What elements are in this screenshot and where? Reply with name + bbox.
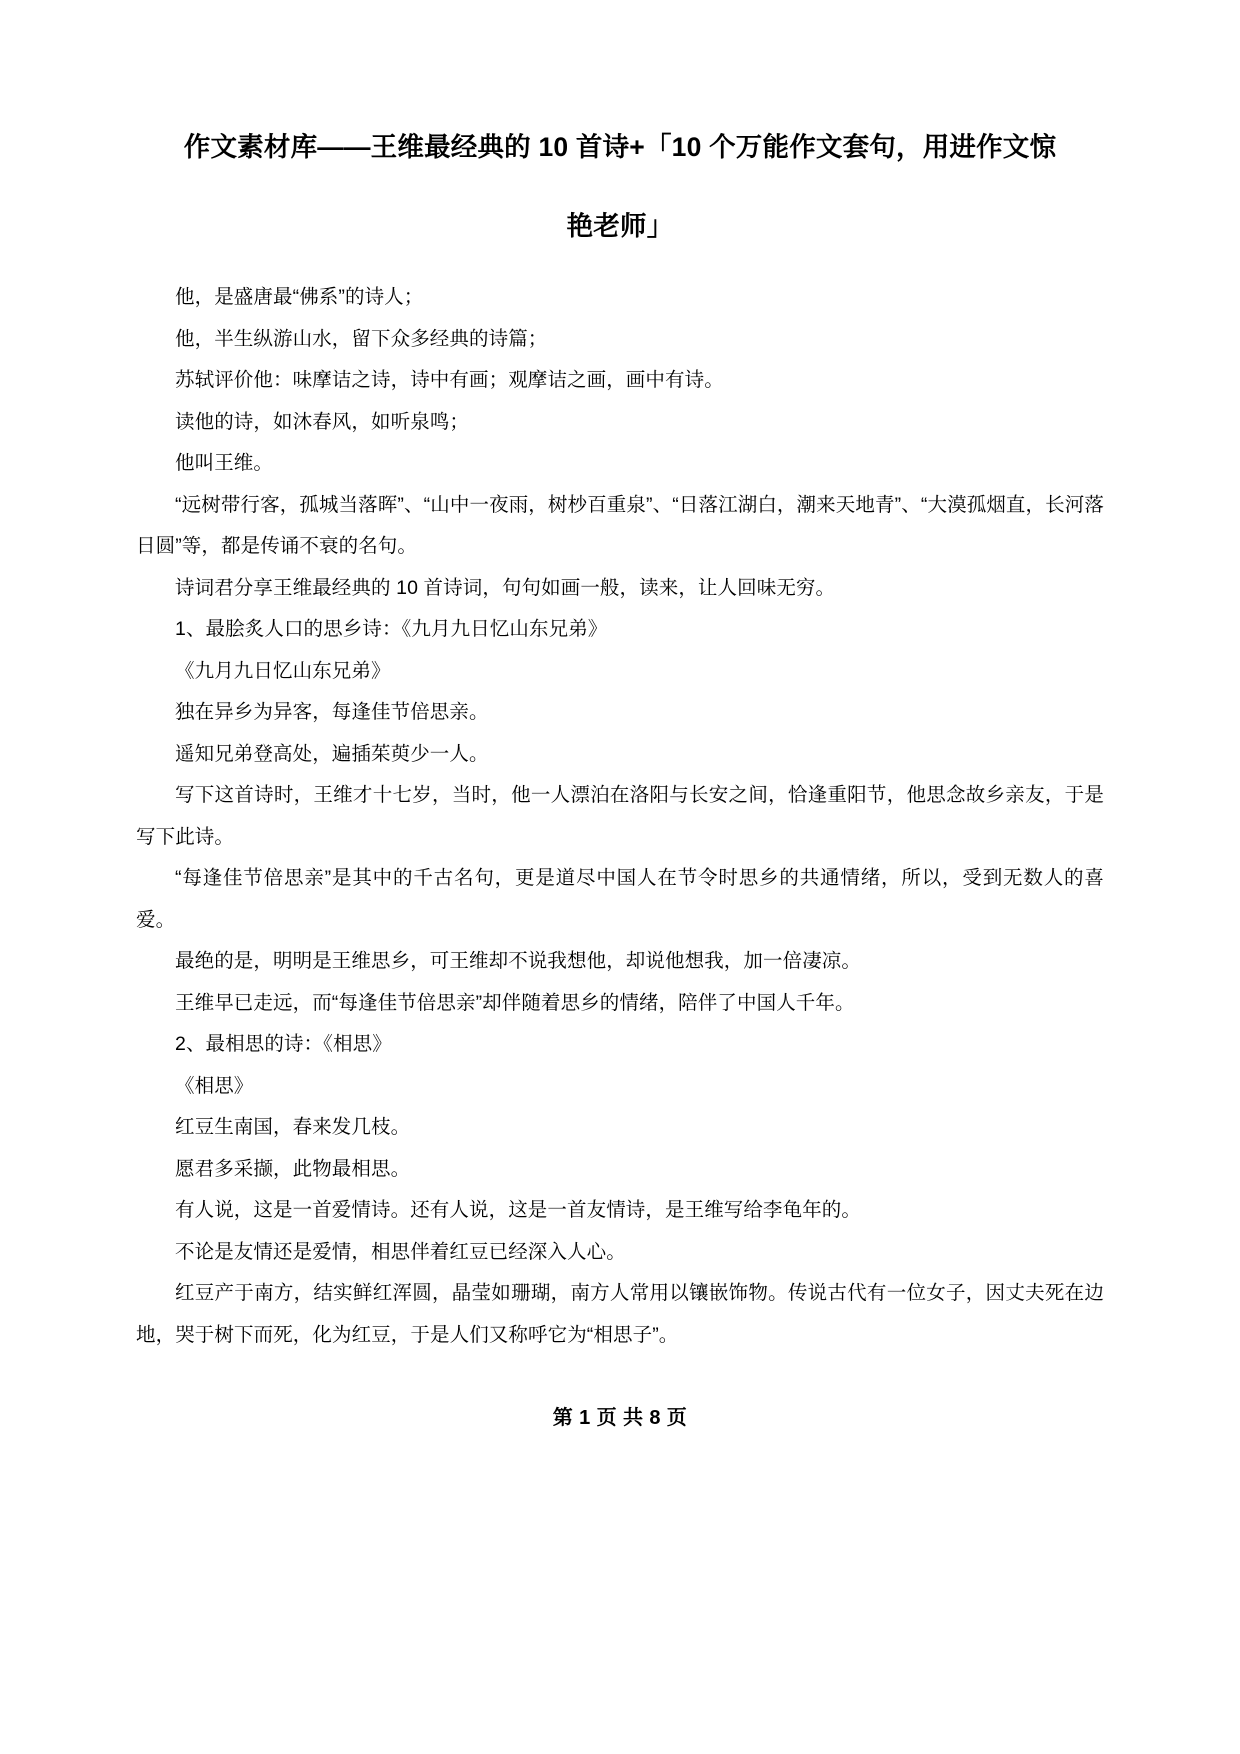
page-content: [136, 0, 1104, 1356]
poem-title: 《相思》: [175, 1074, 254, 1097]
paragraph: 红豆产于南方，结实鲜红浑圆，晶莹如珊瑚，南方人常用以镶嵌饰物。传说古代有一位女子，因丈夫死在边地，哭于树下而死，化为红豆，于是人们又称呼它为“相思子”。: [136, 1282, 1104, 1346]
page-title-line-1: 作文素材库——王维最经典的 10 首诗+「10 个万能作文套句，用进作文惊: [183, 132, 1057, 162]
paragraph: 他叫王维。: [175, 452, 274, 474]
paragraph: 苏轼评价他：味摩诘之诗，诗中有画；观摩诘之画，画中有诗。: [175, 369, 724, 391]
paragraph-heading-1: 1、最脍炙人口的思乡诗：《九月九日忆山东兄弟》: [175, 618, 608, 640]
paragraph: 最绝的是，明明是王维思乡，可王维却不说我想他，却说他想我，加一倍凄凉。: [175, 950, 862, 972]
paragraph: “每逢佳节倍思亲”是其中的千古名句，更是道尽中国人在节令时思乡的共通情绪，所以，受到无数人的喜爱。: [136, 867, 1104, 931]
poem-line: 红豆生南国，春来发几枝。: [175, 1116, 411, 1138]
paragraph: 诗词君分享王维最经典的 10 首诗词，句句如画一般，读来，让人回味无穷。: [175, 576, 836, 599]
paragraph: 他，半生纵游山水，留下众多经典的诗篇；: [175, 327, 548, 350]
poem-line: 独在异乡为异客，每逢佳节倍思亲。: [175, 701, 489, 723]
poem-line: 愿君多采撷，此物最相思。: [175, 1157, 411, 1180]
paragraph: 王维早已走远，而“每逢佳节倍思亲”却伴随着思乡的情绪，陪伴了中国人千年。: [175, 991, 855, 1014]
document-body: [136, 277, 1104, 1356]
paragraph: 不论是友情还是爱情，相思伴着红豆已经深入人心。: [175, 1240, 626, 1263]
page-footer: 第 1 页 共 8 页: [552, 1407, 688, 1429]
poem-title: 《九月九日忆山东兄弟》: [175, 659, 391, 682]
page-title: [136, 0, 1104, 239]
paragraph: 写下这首诗时，王维才十七岁，当时，他一人漂泊在洛阳与长安之间，恰逢重阳节，他思念故乡亲友，于是写下此诗。: [136, 784, 1104, 848]
paragraph: “远树带行客，孤城当落晖”、“山中一夜雨，树杪百重泉”、“日落江湖白，潮来天地青”、“大漠孤烟直，长河落日圆”等，都是传诵不衰的名句。: [136, 493, 1104, 557]
paragraph-heading-2: 2、最相思的诗：《相思》: [175, 1033, 392, 1055]
paragraph: 他，是盛唐最“佛系”的诗人；: [175, 286, 424, 308]
page-title-line-2: 艳老师」: [566, 210, 674, 241]
paragraph: 读他的诗，如沐春风，如听泉鸣；: [175, 410, 470, 433]
poem-line: 遥知兄弟登高处，遍插茱萸少一人。: [175, 742, 489, 765]
paragraph: 有人说，这是一首爱情诗。还有人说，这是一首友情诗，是王维写给李龟年的。: [175, 1199, 862, 1221]
